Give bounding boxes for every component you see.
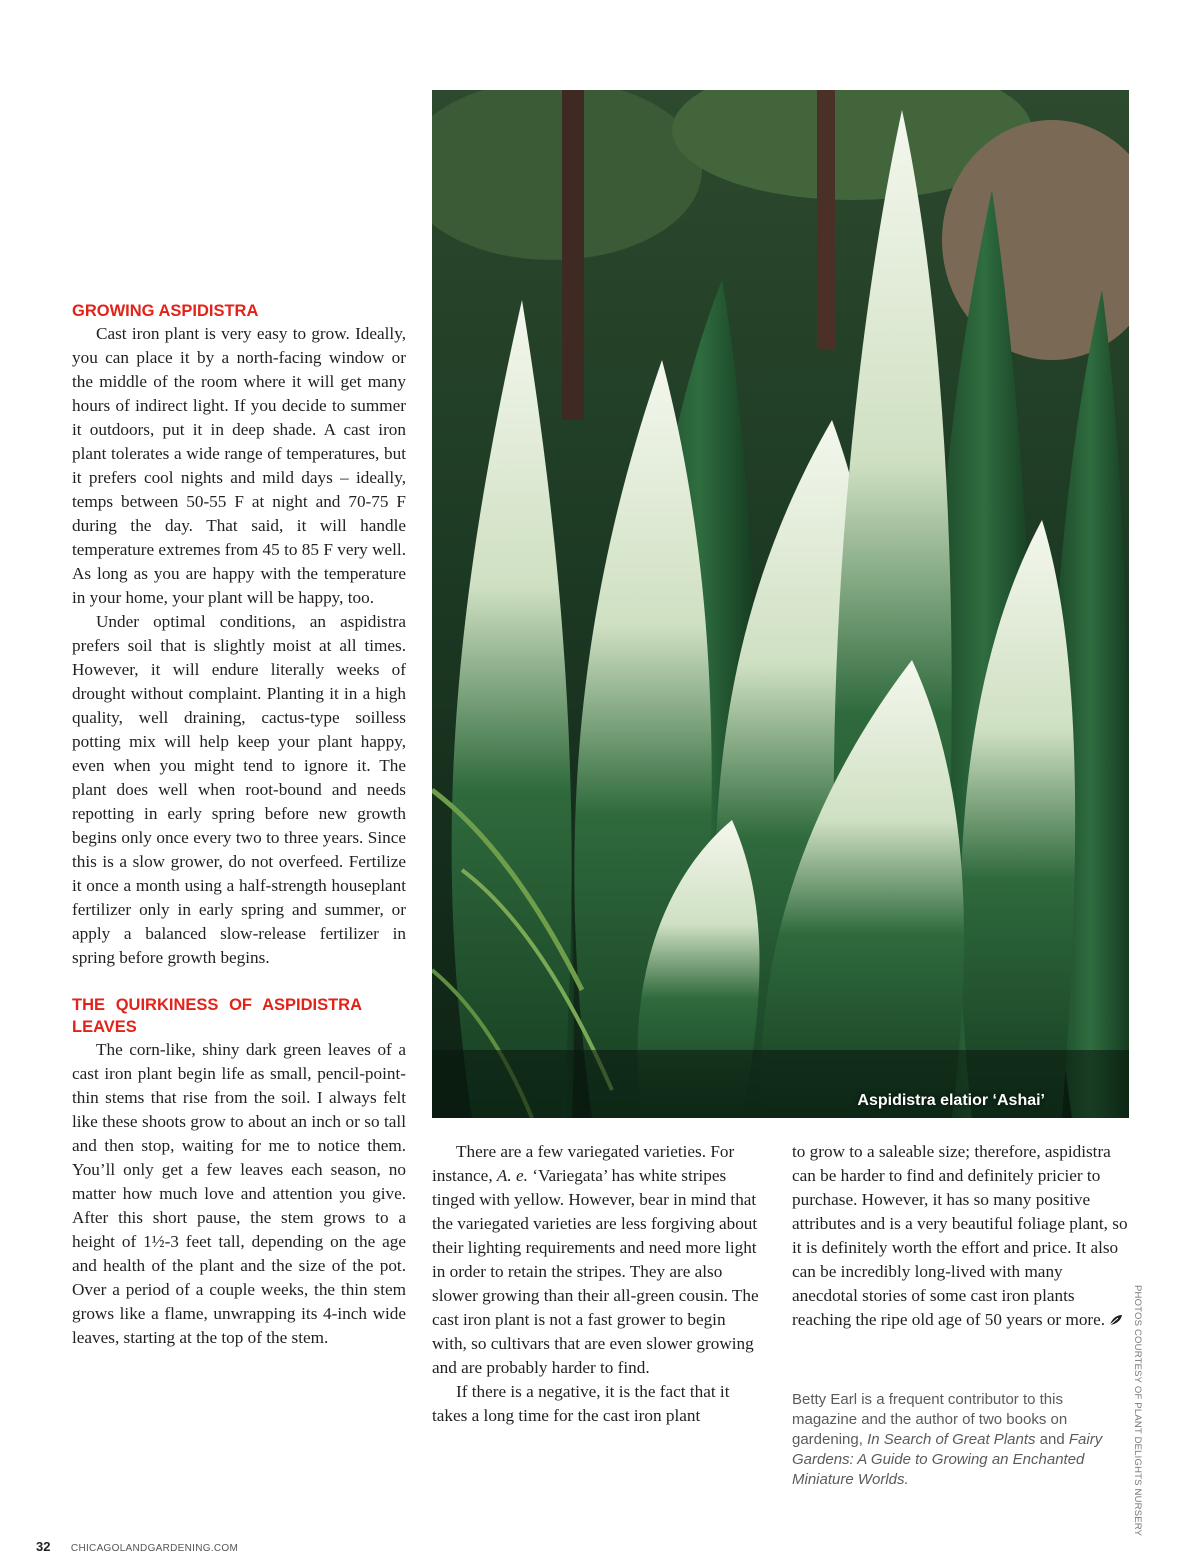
book-title-1: In Search of Great Plants: [867, 1431, 1036, 1448]
column-2: [432, 1140, 762, 1428]
column-1: [72, 300, 406, 1350]
paragraph: If there is a negative, it is the fact that it takes a long time for the cast iron plant: [432, 1382, 730, 1425]
plant-photo: [432, 90, 1129, 1118]
author-bio: [792, 1390, 1112, 1490]
leaf-end-mark-icon: [1109, 1314, 1123, 1326]
heading-growing-aspidistra: GROWING ASPIDISTRA: [72, 302, 259, 320]
bio-and: and: [1039, 1431, 1065, 1448]
paragraph: Under optimal conditions, an aspidistra prefers soil that is slightly moist at all times. However, it will endure literally weeks of drought without complaint. Planting it in a high quality, well draining, cactus-type soilless potting mix will help keep your plant happy, even when you might tend to ignore it. The plant does well when root-bound and needs repotting in early spring before new growth begins only once every two to three years. Since this is a slow grower, do not overfeed. Fertilize it once a month using a half-strength houseplant fertilizer only in early spring and summer, or apply a balanced slow-release fertilizer in spring before growth begins.: [72, 612, 406, 967]
heading-quirkiness: THE QUIRKINESS OF ASPIDISTRA LEAVES: [72, 996, 362, 1036]
page-footer: [36, 1538, 238, 1556]
aspidistra-photo-illustration: [432, 90, 1129, 1118]
site-url: CHICAGOLANDGARDENING.COM: [70, 1543, 239, 1554]
text-run: to grow to a saleable size; therefore, aspidistra can be harder to find and definitely pricier to purchase. However, it has so many positive attributes and is a very beautiful foliage plant, so it is definitely worth the effort and price. It also can be incredibly long-lived with many anecdotal stories of some cast iron plants reaching the ripe old age of 50 years or more.: [792, 1142, 1128, 1329]
paragraph: Cast iron plant is very easy to grow. Ideally, you can place it by a north-facing window or the middle of the room where it will get many hours of indirect light. If you decide to summer it outdoors, put it in deep shade. A cast iron plant tolerates a wide range of temperatures, but it prefers cool nights and mild days – ideally, temps between 50-55 F at night and 70-75 F during the day. That said, it will handle temperature extremes from 45 to 85 F very well. As long as you are happy with the temperature in your home, your plant will be happy, too.: [72, 324, 406, 607]
photo-caption: Aspidistra elatior ‘Ashai’: [857, 1092, 1045, 1109]
text-run: There are a few variegated varieties. For instance,: [432, 1142, 735, 1185]
paragraph: The corn-like, shiny dark green leaves of a cast iron plant begin life as small, pencil-point-thin stems that rise from the soil. I always felt like these shoots grow to about an inch or so tall and then stop, waiting for me to notice them. You’ll only get a few leaves each season, no matter how much love and attention you give. After this short pause, the stem grows to a height of 1½-3 feet tall, depending on the age and health of the plant and the size of the pot. Over a period of a couple weeks, the thin stem grows like a flame, unwrapping its 4-inch wide leaves, starting at the top of the stem.: [72, 1040, 406, 1347]
photo-credit: PHOTOS COURTESY OF PLANT DELIGHTS NURSERY: [1132, 1285, 1143, 1537]
column-3: [792, 1140, 1128, 1332]
paragraph: [432, 1140, 762, 1380]
italic-species: A. e.: [496, 1166, 528, 1185]
page-number: 32: [36, 1539, 51, 1554]
text-run: ‘Variegata’ has white stripes tinged with yellow. However, bear in mind that the variegated varieties are less forgiving about their lighting requirements and need more light in order to retain the stripes. They are also slower growing than their all-green cousin. The cast iron plant is not a fast grower to begin with, so cultivars that are even slower growing and are probably harder to find.: [432, 1166, 759, 1377]
book-title-2: Fairy Gardens: A Guide to Growing an Enchanted Miniature Worlds.: [792, 1431, 1103, 1488]
paragraph: [792, 1140, 1128, 1332]
bio-lead: Betty Earl is a frequent contributor to this magazine and the author of two books on gardening,: [792, 1391, 1068, 1448]
